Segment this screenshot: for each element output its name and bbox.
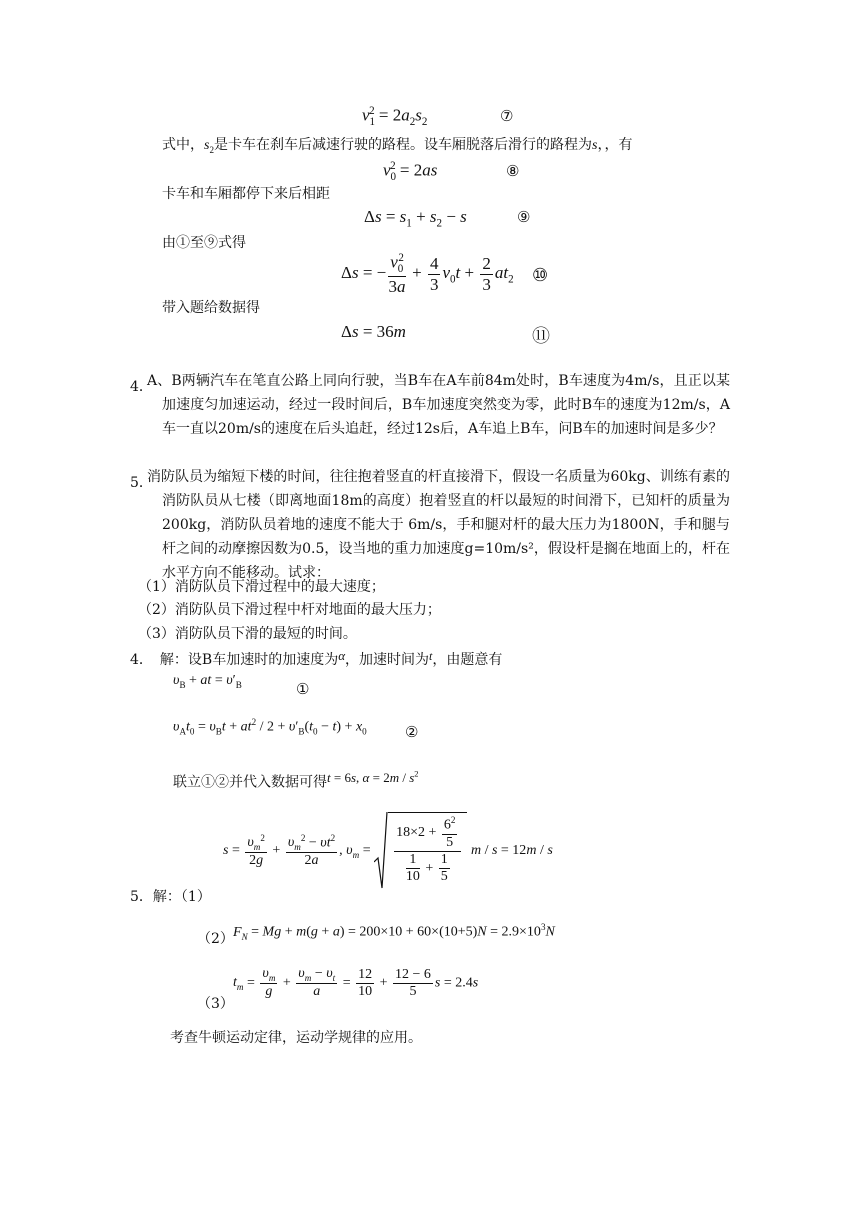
- equation-11: Δs = 36m: [341, 322, 406, 341]
- solution-5-part-3-label: （3）: [197, 996, 234, 1012]
- equation-number-11: ⑪: [532, 326, 550, 347]
- text-line-from: 由①至⑨式得: [162, 235, 246, 251]
- solution-4-equation-2: $\upsilon_At_0 = \upsilon_Bt + at^2 / 2 + \upsilon'_B(t_0 - t) + x_0$: [173, 717, 367, 737]
- problem-5-question-1: （1）消防队员下滑过程中的最大速度；: [138, 579, 385, 595]
- problem-5-text: 消防队员为缩短下楼的时间，往往抱着竖直的杆直接滑下，假设一名质量为60kg、训练有素的消防队员从七楼（即离地面18m的高度）抱着竖直的杆以最短的时间滑下，已知杆的质量为200kg，消防队员着地的速度不能大于 6m/s，手和腿对杆的最大压力为1800N，手和腿与杆之间的动摩擦因数为0.5，设当地的重力加速度g=10m/s²，假设杆是搁在地面上的，杆在水平方向不能移动。试求：: [147, 469, 730, 581]
- solution-4-equation-number-1: ①: [296, 680, 310, 698]
- text-line-distance: 卡车和车厢都停下来后相距: [162, 186, 330, 202]
- text-line-substitute: 带入题给数据得: [162, 300, 260, 316]
- problem-4-number: 4．: [130, 379, 153, 395]
- solution-5-heading: 5．解：（1）: [130, 889, 211, 905]
- equation-number-7: ⑦: [500, 107, 514, 125]
- footer-note: 考查牛顿运动定律，运动学规律的应用。: [170, 1030, 422, 1046]
- equation-9: $\Delta s = s_1 + s_2 - s$: [364, 207, 467, 230]
- equation-7: $v_1^2 = 2a_2s_2$: [362, 105, 428, 129]
- solution-4-equation-1: $\upsilon_B$ + at = $\upsilon'_B$: [173, 673, 242, 690]
- problem-4-text: A、B两辆汽车在笔直公路上同向行驶，当B车在A车前84m处时，B车速度为4m/s，且正以某加速度匀加速运动，经过一段时间后，B车加速度突然变为零，此时B车的速度为12m/s，A车一直以20m/s的速度在后头追赶，经过12s后，A车追上B车，问B车的加速时间是多少？: [147, 373, 730, 437]
- solution-5-equation-1: s = $\frac{\upsilon_m^2}{2g}$ + $\frac{\upsilon_m^2 - \upsilon t^2}{2a}$ , $\upsilon_m$ = 18×2 + $\frac{6^2}{5}$ $\frac{1}{10}$ + $\frac{1}{5}$ m / s = 12m / s: [223, 812, 553, 890]
- solution-4-conclusion: 联立①②并代入数据可得t = 6s, $\alpha = 2m / s^2$: [173, 769, 419, 791]
- solution-4-heading: 4． 解：设B车加速时的加速度为α，加速时间为t，由题意有: [130, 648, 503, 668]
- problem-5-question-2: （2）消防队员下滑过程中杆对地面的最大压力；: [138, 602, 441, 618]
- solution-5-equation-3: $t_m$ = $\frac{\upsilon_m}{g}$ + $\frac{\upsilon_m - \upsilon_t}{a}$ = $\frac{12}{10}$ + $\frac{12 - 6}{5}$ s = 2.4s: [233, 966, 479, 1000]
- equation-number-9: ⑨: [517, 208, 531, 226]
- text-line-s2: 式中，$s_2$是卡车在刹车后减速行驶的路程。设车厢脱落后滑行的路程为s，，有: [162, 137, 633, 155]
- solution-5-equation-2: $F_N = Mg + m(g + a) = 200\times 10 + 60\times(10+5)N = 2.9\times 10^3N$: [233, 922, 555, 942]
- problem-5-number: 5．: [130, 475, 153, 491]
- solution-4-equation-number-2: ②: [405, 723, 419, 741]
- equation-10: Δs = − $\frac{v_0^2}{3a}$ + $\frac{4}{3}$ $v_0t$ + $\frac{2}{3}$ $at_2$: [341, 252, 514, 296]
- equation-8: $v_0^2 = 2as$: [383, 160, 438, 184]
- equation-number-8: ⑧: [506, 162, 520, 180]
- solution-5-part-2-label: （2）: [197, 931, 234, 947]
- problem-5-question-3: （3）消防队员下滑的最短的时间。: [138, 626, 357, 642]
- equation-number-10: ⑩: [532, 265, 549, 286]
